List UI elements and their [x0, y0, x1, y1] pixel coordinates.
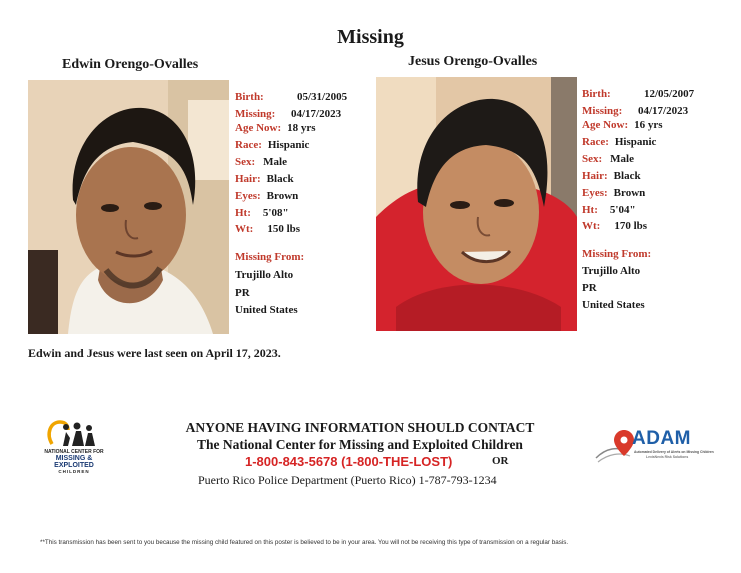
- missing-row: [582, 104, 688, 118]
- ncmec-line2: MISSING &: [55, 455, 93, 462]
- adam-tagline: Automated Delivery of Alerts on Missing Children: [634, 450, 714, 454]
- missing-value: 04/17/2023: [291, 108, 342, 120]
- eyes-row: [582, 186, 645, 200]
- missing-from-city: Trujillo Alto: [235, 269, 294, 281]
- missing-from-city: Trujillo Alto: [582, 265, 641, 277]
- eyes-label: Eyes:: [235, 190, 261, 202]
- eyes-value: Brown: [266, 190, 299, 202]
- ncmec-line3: EXPLOITED: [54, 462, 94, 469]
- race-label: Race:: [235, 139, 262, 151]
- missing-from-label: Missing From:: [235, 251, 305, 263]
- contact-organization: The National Center for Missing and Exploited Children: [197, 437, 523, 452]
- hair-row: [582, 169, 641, 183]
- age-row: [235, 121, 316, 135]
- hair-value: Black: [613, 170, 641, 182]
- birth-label: Birth:: [582, 88, 611, 100]
- hair-label: Hair:: [235, 173, 261, 185]
- ncmec-logo: [44, 418, 104, 476]
- ht-value: 5'04": [609, 204, 636, 216]
- race-value: Hispanic: [267, 139, 310, 151]
- birth-row: [235, 90, 347, 104]
- age-value: 18 yrs: [287, 122, 316, 134]
- contact-or: OR: [492, 455, 509, 467]
- birth-value: 12/05/2007: [644, 88, 695, 100]
- contact-police: Puerto Rico Police Department (Puerto Rico) 1-787-793-1234: [198, 473, 497, 487]
- family-icon: [44, 418, 104, 448]
- wt-value: 150 lbs: [267, 223, 301, 235]
- race-value: Hispanic: [614, 136, 657, 148]
- missing-from-label: Missing From:: [582, 248, 652, 260]
- wt-label: Wt:: [582, 220, 601, 232]
- age-label: Age Now:: [582, 119, 629, 131]
- eyes-label: Eyes:: [582, 187, 608, 199]
- ncmec-line4: CHILDREN: [58, 469, 90, 474]
- wt-label: Wt:: [235, 223, 254, 235]
- hair-label: Hair:: [582, 170, 608, 182]
- missing-from-state: PR: [235, 287, 250, 299]
- ncmec-line1: NATIONAL CENTER FOR: [44, 449, 104, 455]
- sex-label: Sex:: [235, 156, 256, 168]
- race-row: [235, 138, 309, 152]
- age-value: 16 yrs: [634, 119, 663, 131]
- wt-row: [235, 222, 300, 236]
- adam-sub: LexisNexis Risk Solutions: [646, 455, 689, 459]
- missing-label: Missing:: [235, 108, 276, 120]
- ht-label: Ht:: [235, 207, 251, 219]
- age-label: Age Now:: [235, 122, 282, 134]
- race-row: [582, 135, 656, 149]
- child-name-edwin: Edwin Orengo-Ovalles: [62, 57, 199, 72]
- wt-value: 170 lbs: [614, 220, 648, 232]
- contact-heading: ANYONE HAVING INFORMATION SHOULD CONTACT: [185, 420, 535, 435]
- sex-value: Male: [263, 156, 287, 168]
- missing-row: [235, 107, 341, 121]
- ht-value: 5'08": [262, 207, 289, 219]
- birth-label: Birth:: [235, 91, 264, 103]
- child-photo-edwin: [28, 80, 229, 334]
- poster-title: Missing: [337, 26, 404, 48]
- eyes-row: [235, 189, 298, 203]
- missing-from-country: United States: [235, 304, 298, 316]
- footer-disclaimer: **This transmission has been sent to you because the missing child featured on this poster is believed to be in your area. You will not be receiving this type of transmission on a regular basis.: [40, 539, 569, 546]
- ht-row: [582, 203, 636, 217]
- adam-name: ADAM: [632, 428, 691, 449]
- adam-logo: [594, 428, 714, 468]
- child-name-jesus: Jesus Orengo-Ovalles: [408, 54, 538, 69]
- ht-label: Ht:: [582, 204, 598, 216]
- missing-value: 04/17/2023: [638, 105, 689, 117]
- child-photo-jesus: [376, 77, 577, 331]
- hair-row: [235, 172, 294, 186]
- ht-row: [235, 206, 289, 220]
- birth-value: 05/31/2005: [297, 91, 348, 103]
- birth-row: [582, 87, 694, 101]
- race-label: Race:: [582, 136, 609, 148]
- contact-phone[interactable]: 1-800-843-5678 (1-800-THE-LOST): [245, 454, 453, 469]
- sex-row: [582, 152, 634, 166]
- hair-value: Black: [266, 173, 294, 185]
- sex-row: [235, 155, 287, 169]
- missing-from-country: United States: [582, 299, 645, 311]
- missing-label: Missing:: [582, 105, 623, 117]
- wt-row: [582, 219, 647, 233]
- eyes-value: Brown: [613, 187, 646, 199]
- sex-label: Sex:: [582, 153, 603, 165]
- last-seen-text: Edwin and Jesus were last seen on April 17, 2023.: [28, 346, 281, 360]
- age-row: [582, 118, 663, 132]
- missing-from-state: PR: [582, 282, 597, 294]
- sex-value: Male: [610, 153, 634, 165]
